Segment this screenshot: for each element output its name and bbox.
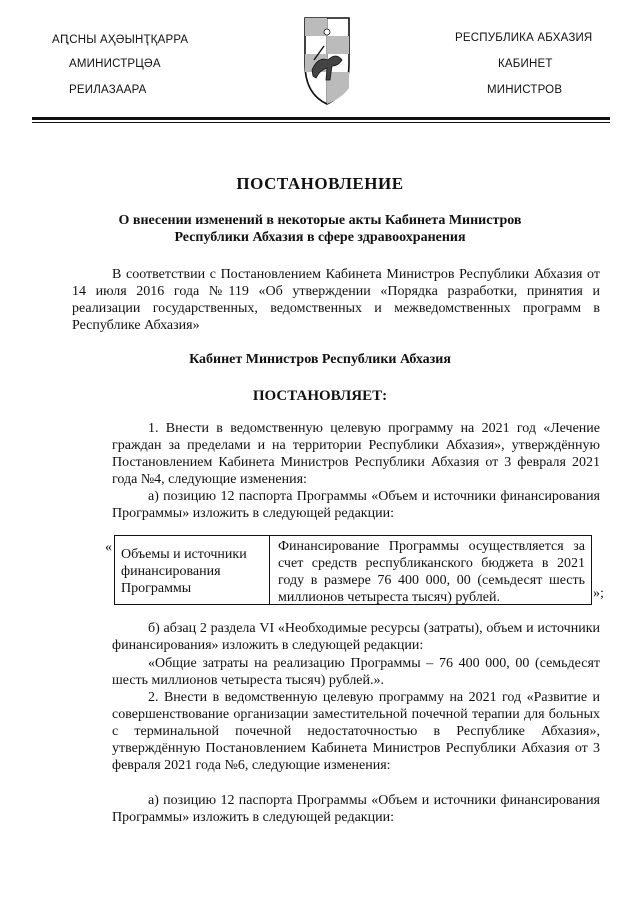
- header-left-line-3: РЕИЛАЗААРА: [69, 84, 147, 96]
- header-right-line-3: МИНИСТРОВ: [487, 84, 563, 96]
- item-1a-text: а) позицию 12 паспорта Программы «Объем и источники финансирования Программы» изложить в следующей редакции:: [112, 489, 604, 521]
- header-left-line-1: АԤСНЫ АҲӘЫНҬҚАРРА: [52, 34, 189, 46]
- financing-table-value-cell: [270, 536, 591, 604]
- preamble-text: В соответствии с Постановлением Кабинета Министров Республики Абхазия от 14 июля 2016 года №119 «Об утверждении «Порядка разработки, принятия и реализации государственных, ведомственных и межведомственных программ в Республике Абхазия»: [72, 267, 604, 333]
- item-1-paragraph: [112, 420, 604, 488]
- quote-open-mark: «: [105, 540, 112, 555]
- issuing-body: Кабинет Министров Республики Абхазия: [189, 352, 451, 367]
- item-1a-paragraph: [112, 488, 604, 522]
- item-2-paragraph: [112, 689, 604, 774]
- financing-table-value: Финансирование Программы осуществляется за счет средств республиканского бюджета в 2021 году в размере 76 400 000, 00 (семьдесят шесть миллионов четыреста тысяч) рублей.: [278, 539, 589, 605]
- header-right-line-2: КАБИНЕТ: [498, 58, 553, 70]
- quote-close-mark: »;: [593, 586, 604, 601]
- header-rule-thin: [32, 122, 610, 123]
- financing-table-label-cell: [115, 536, 270, 604]
- item-1b-quote-paragraph: [112, 655, 604, 689]
- item-2a-text: а) позицию 12 паспорта Программы «Объем и источники финансирования Программы» изложить в следующей редакции:: [112, 793, 604, 825]
- header-right-line-1: РЕСПУБЛИКА АБХАЗИЯ: [455, 32, 593, 44]
- item-1b-quote-text: «Общие затраты на реализацию Программы – 76 400 000, 00 (семьдесят шесть миллионов четыреста тысяч) рублей.».: [112, 656, 604, 688]
- document-title: ПОСТАНОВЛЕНИЕ: [236, 174, 404, 193]
- item-1b-text: б) абзац 2 раздела VI «Необходимые ресурсы (затраты), объем и источники финансирования» изложить в следующей редакции:: [112, 621, 604, 653]
- header-left-line-2: АМИНИСТРЦӘА: [69, 58, 161, 70]
- item-1-text: 1. Внести в ведомственную целевую программу на 2021 год «Лечение граждан за пределами и на территории Республики Абхазия», утверждённую Постановлением Кабинета Министров Республики Абхазия от 3 февраля 2021 года №4, следующие изменения:: [112, 421, 604, 487]
- item-2-text: 2. Внести в ведомственную целевую программу на 2021 год «Развитие и совершенствование организации заместительной почечной терапии для больных с терминальной почечной недостаточностью в Республике Абхазия», утверждённую Постановлением Кабинета Министров Республики Абхазия от 3 февраля 2021 года №6, следующие изменения:: [112, 690, 604, 773]
- item-2a-paragraph: [112, 792, 604, 826]
- financing-table-label: Объемы и источники финансирования Программы: [121, 547, 251, 596]
- preamble-paragraph: [72, 266, 604, 334]
- financing-table: [114, 535, 592, 605]
- coat-of-arms-icon: [302, 16, 352, 106]
- resolves-heading: ПОСТАНОВЛЯЕТ:: [252, 388, 388, 404]
- header-rule-thick: [32, 117, 610, 120]
- document-subtitle: О внесении изменений в некоторые акты Кабинета Министров Республики Абхазия в сфере здравоохранения: [118, 213, 522, 245]
- item-1b-paragraph: [112, 620, 604, 654]
